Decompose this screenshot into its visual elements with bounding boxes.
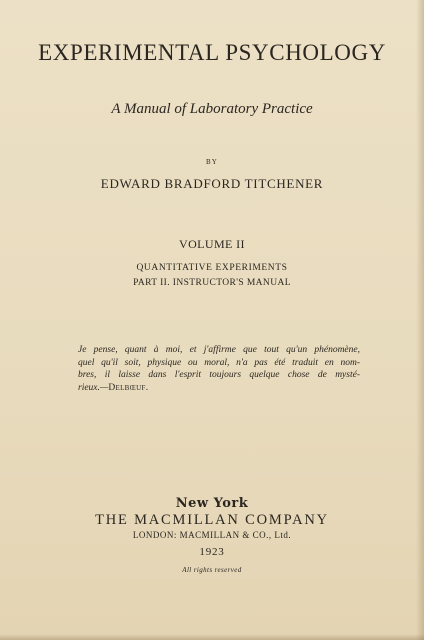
publisher-london: LONDON: MACMILLAN & CO., Ltd. bbox=[132, 530, 292, 540]
publication-year: 1923 bbox=[199, 546, 225, 558]
author-name: EDWARD BRADFORD TITCHENER bbox=[100, 176, 324, 191]
publisher-name: THE MACMILLAN COMPANY bbox=[95, 512, 329, 528]
epigraph bbox=[78, 344, 360, 394]
book-subtitle: A Manual of Laboratory Practice bbox=[111, 101, 313, 117]
imprint-city: New York bbox=[175, 496, 249, 511]
epigraph-last-line bbox=[78, 382, 360, 395]
rights-notice: All rights reserved bbox=[182, 566, 242, 574]
part-line-2: PART II. INSTRUCTOR'S MANUAL bbox=[133, 278, 291, 288]
by-label: BY bbox=[205, 158, 219, 166]
epigraph-attribution: Delbœuf. bbox=[108, 382, 149, 393]
epigraph-line: bres, il laisse dans l'esprit toujours quelque chose de mysté- bbox=[78, 370, 360, 380]
epigraph-line: Je pense, quant à moi, et j'affirme que tout qu'un phénomène, bbox=[78, 345, 360, 355]
book-title: EXPERIMENTAL PSYCHOLOGY bbox=[38, 40, 386, 65]
page-bottom-shadow bbox=[0, 634, 424, 640]
epigraph-line: rieux.— bbox=[78, 382, 109, 393]
part-line-1: QUANTITATIVE EXPERIMENTS bbox=[136, 263, 288, 273]
volume-label: VOLUME II bbox=[179, 237, 245, 251]
page-edge-shadow bbox=[416, 0, 424, 640]
epigraph-line: quel qu'il soit, physique ou moral, n'a pas été traduit en nom- bbox=[78, 357, 360, 368]
